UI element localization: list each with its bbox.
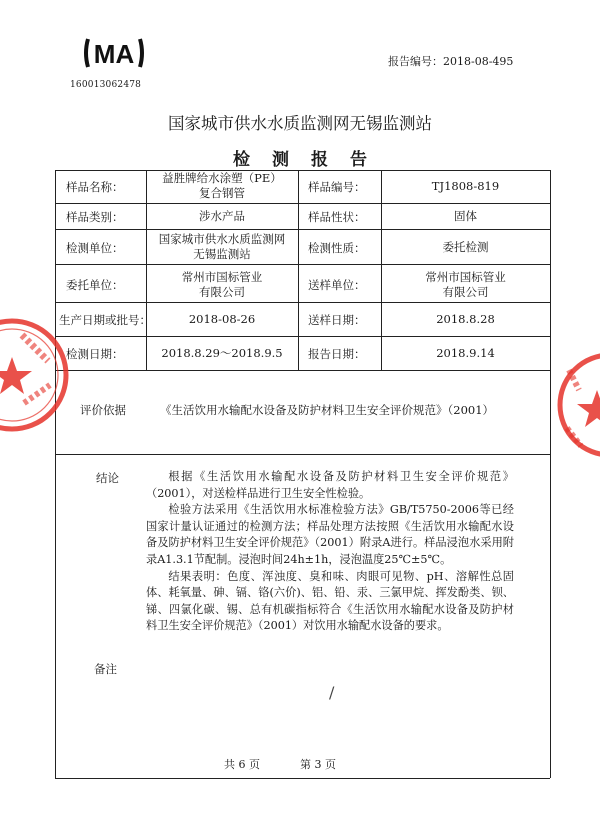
basis-label: 评价依据 xyxy=(80,403,126,417)
test-nature-value: 委托检测 xyxy=(442,240,489,254)
conclusion-paragraph: 结果表明：色度、浑浊度、臭和味、肉眼可见物、pH、溶解性总固体、耗氧量、砷、镉、铬(六价)、铝、铅、汞、三氯甲烷、挥发酚类、钡、锑、四氯化碳、锡、总有机碳指标符合《生活饮用水输配水设备及防护材料卫生安全评价规范》（2001）对饮用水输配水设备的要求。 xyxy=(146,569,514,633)
test-nature-label: 检测性质： xyxy=(308,241,366,255)
sample-id-value: TJ1808-819 xyxy=(431,179,500,193)
svg-text:MA: MA xyxy=(93,39,135,69)
table-row-divider xyxy=(55,229,550,230)
conclusion-label: 结论 xyxy=(96,471,119,485)
conclusion-paragraph: 检验方法采用《生活饮用水标准检验方法》GB/T5750-2006等已经国家计量认证通过的检测方法；样品处理方法按照《生活饮用水输配水设备及防护材料卫生安全评价规范》（2001）附录A进行。样品浸泡水采用附录A1.3.1节配制。浸泡时间24h±1h，浸泡温度25℃±5℃。 xyxy=(146,503,514,566)
conclusion-text xyxy=(146,469,514,635)
table-border-bottom xyxy=(55,778,550,779)
table-row-divider xyxy=(55,336,550,337)
basis-value: 《生活饮用水输配水设备及防护材料卫生安全评价规范》（2001） xyxy=(160,403,495,417)
submitter-value xyxy=(381,270,550,300)
sample-name-line-1: 益胜牌给水涂塑（PE） xyxy=(162,171,282,185)
test-date-label: 检测日期： xyxy=(66,347,124,361)
sample-property-value: 固体 xyxy=(454,209,477,223)
table-border-left xyxy=(55,170,56,778)
client-line-1: 常州市国标管业 xyxy=(181,270,263,284)
remark-value: / xyxy=(329,683,335,702)
test-unit-value xyxy=(146,232,298,262)
sample-name-value xyxy=(146,171,298,201)
production-label: 生产日期或批号： xyxy=(59,313,151,327)
submit-date-value: 2018.8.28 xyxy=(436,312,495,326)
test-unit-line-1: 国家城市供水水质监测网 xyxy=(158,232,286,246)
sample-property-label: 样品性状： xyxy=(308,210,366,224)
sample-category-value: 涉水产品 xyxy=(199,209,245,223)
client-value xyxy=(146,270,298,300)
table-row-divider xyxy=(55,454,550,455)
submitter-label: 送样单位： xyxy=(308,278,366,292)
submitter-line-1: 常州市国标管业 xyxy=(425,270,506,284)
production-value: 2018-08-26 xyxy=(188,312,256,326)
red-seal-stamp-right xyxy=(555,350,600,460)
table-row-divider xyxy=(55,203,550,204)
table-column-divider xyxy=(298,170,299,370)
total-pages: 共 6 页 xyxy=(224,758,260,771)
report-date-value: 2018.9.14 xyxy=(436,346,495,360)
sample-name-line-2: 复合钢管 xyxy=(199,186,245,200)
test-date-value: 2018.8.29～2018.9.5 xyxy=(161,346,283,360)
table-row-divider xyxy=(55,264,550,265)
report-number: 报告编号：2018-08-495 xyxy=(388,55,514,68)
red-seal-stamp-left xyxy=(0,315,72,435)
remark-label: 备注 xyxy=(94,662,117,676)
sample-category-label: 样品类别： xyxy=(66,210,124,224)
sample-id-label: 样品编号： xyxy=(308,180,366,194)
document-title: 检测报告 xyxy=(233,150,389,170)
organization-title: 国家城市供水水质监测网无锡监测站 xyxy=(168,114,432,133)
test-unit-label: 检测单位： xyxy=(66,241,124,255)
table-border-top xyxy=(55,170,550,171)
submitter-line-2: 有限公司 xyxy=(442,285,489,299)
sample-name-label: 样品名称： xyxy=(66,180,124,194)
report-date-label: 报告日期： xyxy=(308,347,366,361)
table-border-right xyxy=(550,170,551,778)
table-row-divider xyxy=(55,370,550,371)
current-page: 第 3 页 xyxy=(300,758,336,771)
client-line-2: 有限公司 xyxy=(199,285,245,299)
submit-date-label: 送样日期： xyxy=(308,313,366,327)
client-label: 委托单位： xyxy=(66,278,124,292)
conclusion-paragraph: 根据《生活饮用水输配水设备及防护材料卫生安全评价规范》（2001），对送检样品进行卫生安全性检验。 xyxy=(146,470,514,500)
table-row-divider xyxy=(55,302,550,303)
cma-logo xyxy=(82,33,146,73)
certification-number: 160013062478 xyxy=(70,80,142,90)
test-unit-line-2: 无锡监测站 xyxy=(193,247,251,261)
